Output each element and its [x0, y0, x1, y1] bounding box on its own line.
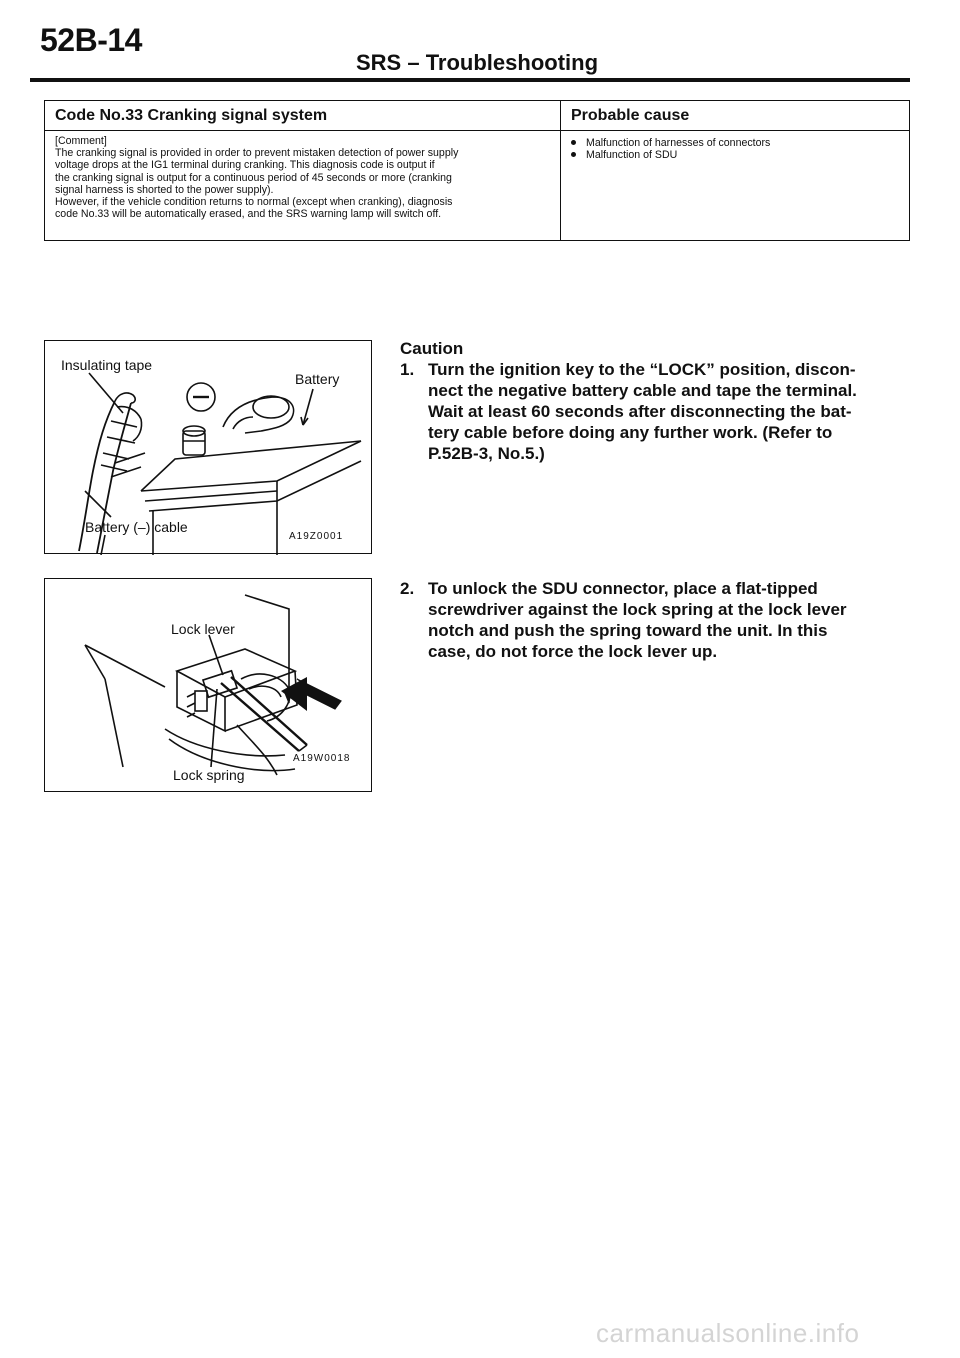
cause-text: Malfunction of SDU	[586, 149, 678, 162]
insulating-tape-label: Insulating tape	[61, 357, 153, 373]
comment-line: However, if the vehicle condition returns to normal (except when cranking), diagnosis	[55, 196, 453, 209]
probable-cause-heading: Probable cause	[561, 101, 909, 131]
step-line: nect the negative battery cable and tape the terminal.	[428, 381, 857, 400]
comment-line: the cranking signal is output for a continuous period of 45 seconds or more (cranking	[55, 171, 452, 184]
step-line: To unlock the SDU connector, place a flat-tipped	[428, 579, 818, 598]
battery-cable-label: Battery (–) cable	[85, 519, 188, 535]
lock-spring-label: Lock spring	[173, 767, 245, 783]
figure-code: A19Z0001	[289, 531, 344, 542]
caution-heading: Caution	[400, 339, 464, 358]
figure-code: A19W0018	[293, 753, 351, 764]
page-number: 52B-14	[40, 22, 142, 58]
step-line: case, do not force the lock lever up.	[428, 642, 718, 661]
battery-label: Battery	[295, 371, 340, 387]
instruction-step-2	[400, 578, 915, 662]
bullet-icon	[571, 152, 576, 157]
comment-line: The cranking signal is provided in order to prevent mistaken detection of power supply	[55, 147, 459, 160]
code-comment	[45, 131, 560, 220]
step-number: 1.	[400, 360, 415, 379]
instruction-step-1	[400, 359, 915, 464]
step-text	[428, 359, 915, 464]
cause-item	[561, 137, 909, 149]
sdu-connector-figure	[44, 578, 372, 792]
code-heading: Code No.33 Cranking signal system	[45, 101, 560, 131]
page-title: SRS – Troubleshooting	[356, 50, 599, 75]
comment-line: code No.33 will be automatically erased, and the SRS warning lamp will switch off.	[55, 208, 442, 221]
probable-cause-column	[561, 101, 909, 240]
step-line: Turn the ignition key to the “LOCK” position, discon-	[428, 360, 856, 379]
step-number: 2.	[400, 579, 415, 598]
diagnosis-code-table	[44, 100, 910, 241]
cause-list	[561, 131, 909, 161]
step-line: screwdriver against the lock spring at the lock lever	[428, 600, 847, 619]
cause-item	[561, 149, 909, 161]
battery-figure	[44, 340, 372, 554]
code-description-column	[45, 101, 561, 240]
cause-text: Malfunction of harnesses of connectors	[586, 137, 771, 149]
caution-block	[400, 338, 915, 359]
comment-line: voltage drops at the IG1 terminal during cranking. This diagnosis code is output if	[55, 159, 435, 172]
step-line: Wait at least 60 seconds after disconnecting the bat-	[428, 402, 852, 421]
comment-line: signal harness is shorted to the power supply).	[55, 183, 274, 196]
header-rule	[30, 78, 910, 82]
step-line: tery cable before doing any further work. (Refer to	[428, 423, 833, 442]
step-text	[428, 578, 915, 662]
bullet-icon	[571, 140, 576, 145]
comment-line: [Comment]	[55, 135, 107, 147]
lock-lever-label: Lock lever	[171, 621, 235, 637]
step-line: notch and push the spring toward the unit. In this	[428, 621, 828, 640]
step-line: P.52B-3, No.5.)	[428, 444, 545, 463]
watermark: carmanualsonline.info	[596, 1318, 860, 1348]
